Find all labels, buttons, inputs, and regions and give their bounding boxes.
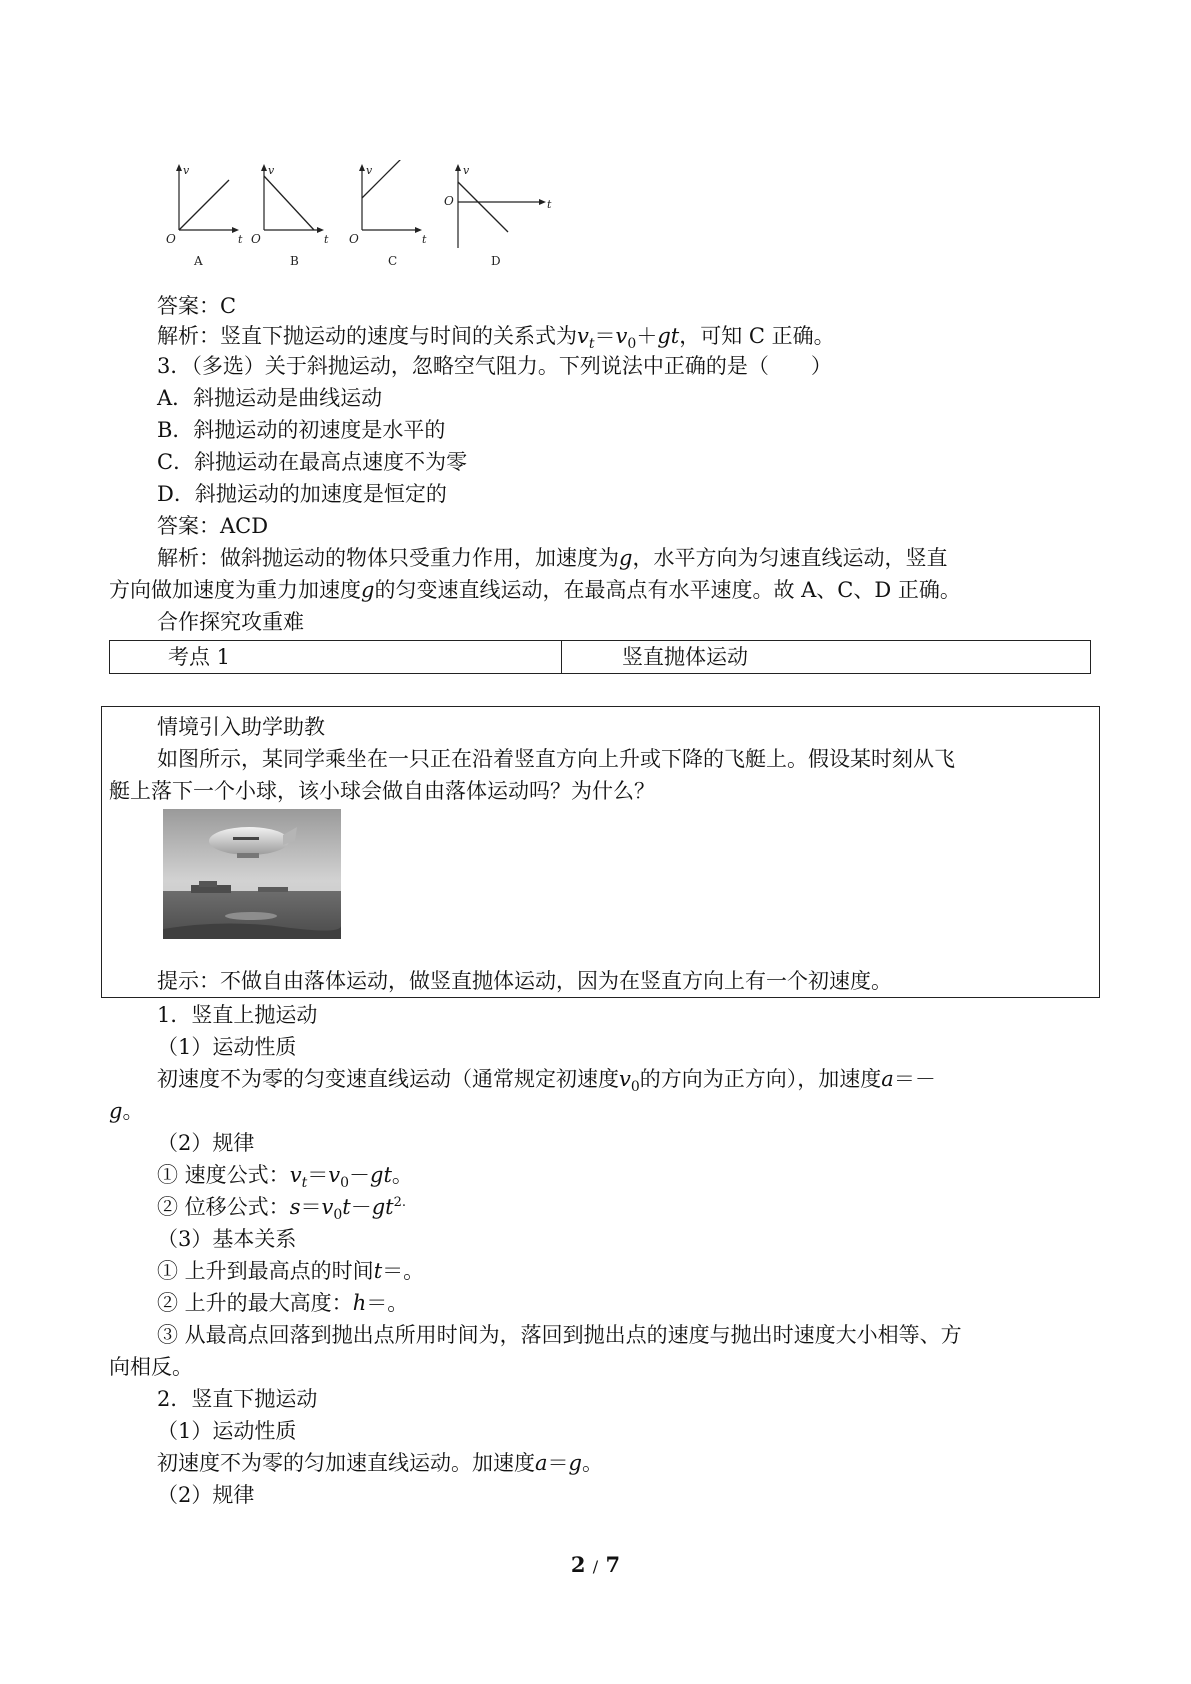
graph-b-t-label: t bbox=[324, 233, 329, 246]
formula-v0: v bbox=[615, 324, 628, 348]
graph-a-label: A bbox=[194, 254, 203, 268]
sup-2: 2. bbox=[393, 1195, 407, 1210]
down-law-heading: （2）规律 bbox=[157, 1483, 255, 1507]
symbol-a: a bbox=[881, 1067, 894, 1091]
graph-c-label: C bbox=[388, 254, 398, 268]
q3-analysis-2b: 的匀变速直线运动，在最高点有水平速度。故 A、C、D 正确。 bbox=[374, 578, 961, 602]
vt-graphs-figure bbox=[156, 160, 596, 272]
graph-a-v-label: v bbox=[183, 164, 190, 177]
q3-analysis-2a: 方向做加速度为重力加速度 bbox=[109, 578, 361, 602]
up-nature-text-d: ＝－ bbox=[893, 1067, 936, 1091]
symbol-t: t bbox=[342, 1195, 351, 1219]
up-law-heading: （2）规律 bbox=[157, 1131, 255, 1155]
formula-vt: v bbox=[577, 324, 589, 348]
graph-d-origin: O bbox=[444, 194, 454, 208]
q3-analysis-line1 bbox=[157, 543, 947, 573]
up-nature-text-b: 的方向为正方向），加速度 bbox=[639, 1067, 882, 1091]
formula-eq: ＝ bbox=[594, 324, 616, 348]
sub-0: 0 bbox=[630, 1079, 640, 1095]
symbol-vt: v bbox=[289, 1163, 302, 1187]
eq: ＝ bbox=[547, 1451, 569, 1475]
up-relation-3: ③ 从最高点回落到抛出点所用时间为，落回到抛出点的速度与抛出时速度大小相等、方 bbox=[157, 1323, 962, 1347]
formula-gt: gt bbox=[657, 324, 680, 348]
airship-image bbox=[163, 809, 341, 939]
graph-c-origin: O bbox=[349, 232, 359, 246]
q3-analysis-1a: 解析：做斜抛运动的物体只受重力作用，加速度为 bbox=[157, 546, 619, 570]
q2-analysis bbox=[157, 321, 835, 354]
up-relation-1 bbox=[157, 1256, 424, 1286]
q2-analysis-text: 解析：竖直下抛运动的速度与时间的关系式为 bbox=[157, 324, 577, 348]
period: 。 bbox=[581, 1451, 603, 1475]
sub-0: 0 bbox=[340, 1175, 349, 1191]
q3-option-a: A．斜抛运动是曲线运动 bbox=[157, 386, 383, 410]
displacement-formula-label: ② 位移公式： bbox=[157, 1195, 290, 1219]
velocity-formula-label: ① 速度公式： bbox=[157, 1163, 290, 1187]
up-nature-line2 bbox=[109, 1096, 143, 1126]
symbol-a: a bbox=[535, 1451, 548, 1475]
symbol-v0: v bbox=[328, 1163, 341, 1187]
symbol-t: t bbox=[373, 1259, 383, 1283]
eq: ＝ bbox=[300, 1195, 322, 1219]
period: 。 bbox=[122, 1099, 144, 1123]
down-nature-text: 初速度不为零的匀加速直线运动。加速度 bbox=[157, 1451, 535, 1475]
kaodian-label: 考点 1 bbox=[168, 645, 231, 669]
table-divider bbox=[561, 641, 562, 673]
page-total: 7 bbox=[605, 1552, 621, 1577]
section-heading: 合作探究攻重难 bbox=[157, 610, 304, 634]
up-nature-line1 bbox=[157, 1064, 936, 1097]
airship-photo bbox=[163, 809, 341, 939]
graph-c bbox=[349, 160, 427, 268]
page-separator: / bbox=[592, 1557, 599, 1576]
page-number bbox=[0, 1552, 1191, 1577]
up-velocity-formula bbox=[157, 1160, 413, 1193]
graph-b-origin: O bbox=[251, 232, 261, 246]
graph-b bbox=[251, 164, 329, 268]
symbol-g: g bbox=[568, 1451, 582, 1475]
page-current: 2 bbox=[570, 1552, 586, 1577]
formula-sub-t: t bbox=[588, 336, 595, 352]
graph-d-t-label: t bbox=[547, 198, 552, 211]
symbol-h: h bbox=[352, 1291, 367, 1315]
symbol-g: g bbox=[619, 546, 633, 570]
q2-analysis-tail: ，可知 C 正确。 bbox=[679, 324, 835, 348]
q3-analysis-line2 bbox=[109, 575, 961, 605]
scenario-hint: 提示：不做自由落体运动，做竖直抛体运动，因为在竖直方向上有一个初速度。 bbox=[157, 969, 892, 993]
graph-c-v-label: v bbox=[366, 164, 373, 177]
q3-option-b: B．斜抛运动的初速度是水平的 bbox=[157, 418, 446, 442]
symbol-v0: v bbox=[321, 1195, 334, 1219]
up-heading: 1．竖直上抛运动 bbox=[157, 1003, 318, 1027]
symbol-s: s bbox=[289, 1195, 301, 1219]
relation-1-text: ① 上升到最高点的时间 bbox=[157, 1259, 374, 1283]
relation-1-eq: ＝。 bbox=[382, 1259, 425, 1283]
formula-sub-0: 0 bbox=[627, 336, 637, 352]
graph-a bbox=[166, 164, 243, 268]
up-relation-heading: （3）基本关系 bbox=[157, 1227, 297, 1251]
symbol-g: g bbox=[361, 578, 375, 602]
down-heading: 2．竖直下抛运动 bbox=[157, 1387, 318, 1411]
graph-c-t-label: t bbox=[422, 233, 427, 246]
graph-a-origin: O bbox=[166, 232, 176, 246]
q3-option-d: D．斜抛运动的加速度是恒定的 bbox=[157, 482, 447, 506]
graph-d bbox=[444, 164, 552, 268]
scenario-title: 情境引入助学助教 bbox=[157, 715, 325, 739]
symbol-v0: v bbox=[619, 1067, 631, 1091]
eq: ＝ bbox=[307, 1163, 329, 1187]
graph-a-t-label: t bbox=[238, 233, 243, 246]
graph-d-v-label: v bbox=[463, 164, 470, 177]
minus: － bbox=[350, 1195, 372, 1219]
minus: － bbox=[349, 1163, 370, 1187]
up-relation-2 bbox=[157, 1288, 408, 1318]
kaodian-table bbox=[109, 640, 1091, 674]
relation-2-eq: ＝。 bbox=[366, 1291, 409, 1315]
sub-0: 0 bbox=[333, 1207, 343, 1223]
down-nature-heading: （1）运动性质 bbox=[157, 1419, 297, 1443]
graph-b-v-label: v bbox=[268, 164, 275, 177]
q3-option-c: C．斜抛运动在最高点速度不为零 bbox=[157, 450, 468, 474]
scenario-line1: 如图所示，某同学乘坐在一只正在沿着竖直方向上升或下降的飞艇上。假设某时刻从飞 bbox=[157, 747, 955, 771]
symbol-gt: gt bbox=[370, 1163, 392, 1187]
scenario-line2: 艇上落下一个小球，该小球会做自由落体运动吗？为什么？ bbox=[109, 779, 655, 803]
down-nature-line bbox=[157, 1448, 603, 1478]
sub-t: t bbox=[301, 1175, 308, 1191]
kaodian-topic: 竖直抛体运动 bbox=[622, 645, 748, 669]
q3-stem: 3．（多选）关于斜抛运动，忽略空气阻力。下列说法中正确的是（ ） bbox=[157, 354, 832, 378]
vt-graph-options bbox=[156, 160, 596, 272]
up-nature-heading: （1）运动性质 bbox=[157, 1035, 297, 1059]
graph-b-label: B bbox=[290, 254, 299, 268]
q2-answer: 答案：C bbox=[157, 294, 237, 318]
relation-2-text: ② 上升的最大高度： bbox=[157, 1291, 353, 1315]
q3-answer: 答案：ACD bbox=[157, 514, 269, 538]
up-relation-3-cont: 向相反。 bbox=[109, 1355, 193, 1379]
q3-analysis-1b: ，水平方向为匀速直线运动，竖直 bbox=[632, 546, 948, 570]
up-displacement-formula bbox=[157, 1192, 406, 1226]
graph-d-label: D bbox=[491, 254, 501, 268]
period: 。 bbox=[391, 1163, 413, 1187]
up-nature-text-a: 初速度不为零的匀变速直线运动（通常规定初速度 bbox=[157, 1067, 619, 1091]
symbol-gt: gt bbox=[371, 1195, 394, 1219]
symbol-g: g bbox=[109, 1099, 123, 1123]
formula-plus: ＋ bbox=[636, 324, 658, 348]
